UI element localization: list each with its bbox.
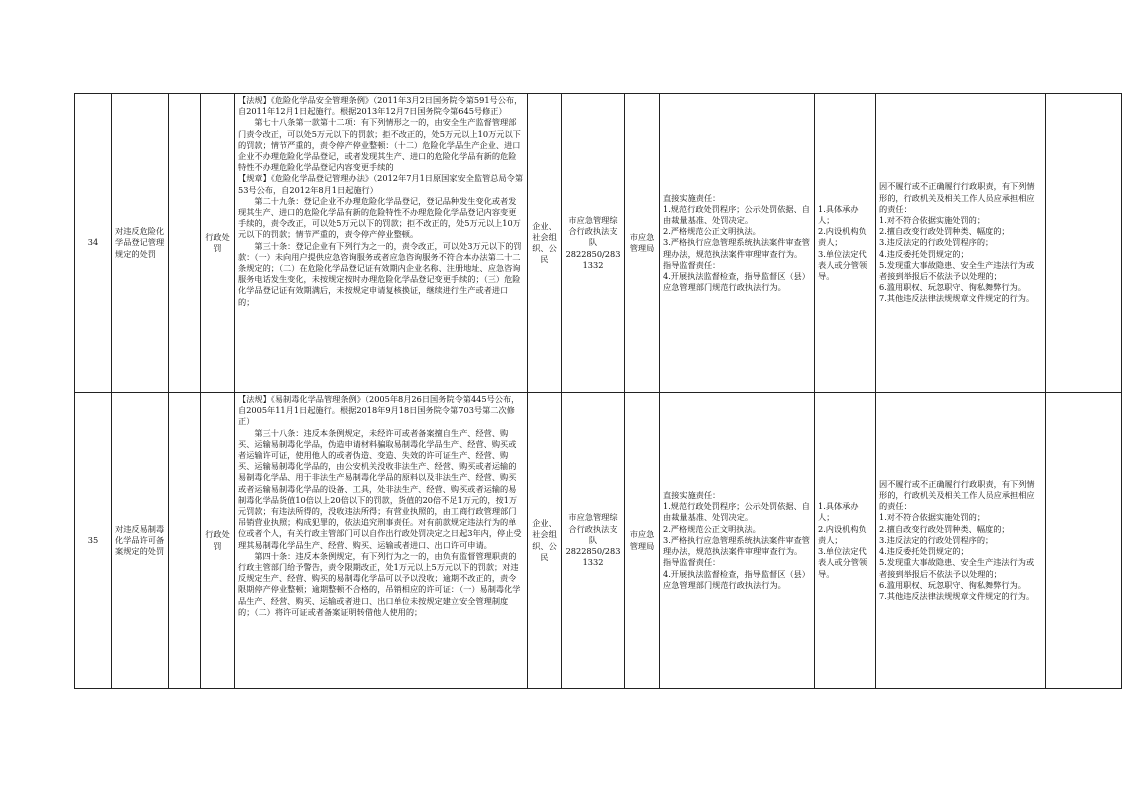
executing-unit: 市应急管理综合行政执法支队 2822850/2831332 (562, 94, 625, 393)
responsibility-table (74, 93, 1122, 689)
supervising-unit: 市应急管理局 (625, 94, 660, 393)
item-name: 对违反易制毒化学品许可备案规定的处罚 (112, 393, 169, 689)
basis-paragraph: 第二十九条：登记企业不办理危险化学品登记，登记品种发生变化或者发现其生产、进口的危险化学品有新的危险特性不办理危险化学品登记内容变更手续的，责令改正，可以处5万元以下的罚款；拒不改正的，处5万元以上10万元以下的罚款；情节严重的，责令停产停业整顿。 (238, 195, 521, 240)
basis-paragraph: 第七十八条第一款第十二项：有下列情形之一的，由安全生产监督管理部门责令改正，可以处5万元以下的罚款；拒不改正的，处5万元以上10万元以下的罚款；情节严重的，责令停产停业整顿：（十二）危险化学品生产企业、进口企业不办理危险化学品登记，或者发现其生产、进口的危险化学品有新的危险特性不办理危险化学品登记内容变更手续的 (238, 117, 521, 173)
accountability-situations: 因不履行或不正确履行行政职责，有下列情形的，行政机关及相关工作人员应承担相应的责任： 1.对不符合依据实施处罚的； 2.擅自改变行政处罚种类、幅度的； 3.违反法定的行政处罚程序的； 4.违反委托处罚规定的； 5.发现重大事故隐患、安全生产违法行为或者接到举报后不依法予以处理的； 6.滥用职权、玩忽职守、徇私舞弊行为。 7.其他违反法律法规规章文件规定的行为。 (876, 94, 1046, 393)
blank-cell (169, 393, 201, 689)
basis-paragraph: 第四十条：违反本条例规定，有下列行为之一的，由负有监督管理职责的行政主管部门给予警告，责令限期改正，处1万元以上5万元以下的罚款；对违反规定生产、经营、购买的易制毒化学品可以予以没收；逾期不改正的，责令限期停产停业整顿；逾期整顿不合格的，吊销相应的许可证：（一）易制毒化学品生产、经营、购买、运输或者进口、出口单位未按规定建立安全管理制度的；（二）将许可证或者备案证明转借他人使用的； (238, 550, 521, 617)
duty-items: 直接实施责任： 1.规范行政处罚程序；公示处罚依据、自由裁量基准、处罚决定。 2.严格规范公正文明执法。 3.严格执行应急管理系统执法案件审查管理办法，规范执法案件审理审查行为。 指导监督责任： 4.开展执法监督检查，指导监督区（县）应急管理部门规范行政执法行为。 (660, 94, 815, 393)
basis-paragraph: 【法规】《危险化学品安全管理条例》（2011年3月2日国务院令第591号公布，自2011年12月1日起施行。根据2013年12月7日国务院令第645号修正） (238, 95, 523, 117)
supervising-unit: 市应急管理局 (625, 393, 660, 689)
item-category: 行政处罚 (201, 393, 235, 689)
implementing-subject: 企业、社会组织、公民 (528, 393, 562, 689)
implementing-subject: 企业、社会组织、公民 (528, 94, 562, 393)
legal-basis (235, 94, 528, 393)
basis-paragraph: 【规章】《危险化学品登记管理办法》（2012年7月1日原国家安全监管总局令第53号公布，自2012年8月1日起施行） (238, 173, 524, 195)
table-row (75, 393, 1122, 689)
table-row (75, 94, 1122, 393)
basis-paragraph: 第三十条：登记企业有下列行为之一的，责令改正，可以处3万元以下的罚款：（一）未向用户提供应急咨询服务或者应急咨询服务不符合本办法第二十二条规定的；（二）在危险化学品登记证有效期内企业名称、注册地址、应急咨询服务电话发生变化，未按规定按时办理危险化学品登记变更手续的；（三）危险化学品登记证有效期满后，未按规定申请复核换证，继续进行生产或者进口的； (238, 240, 522, 307)
row-index: 34 (75, 94, 112, 393)
executing-unit: 市应急管理综合行政执法支队 2822850/2831332 (562, 393, 625, 689)
remarks-cell (1046, 393, 1122, 689)
accountability-situations: 因不履行或不正确履行行政职责，有下列情形的，行政机关及相关工作人员应承担相应的责任： 1.对不符合依据实施处罚的； 2.擅自改变行政处罚种类、幅度的； 3.违反法定的行政处罚程序的； 4.违反委托处罚规定的； 5.发现重大事故隐患、安全生产违法行为或者接到举报后不依法予以处理的； 6.滥用职权、玩忽职守、徇私舞弊行为。 7.其他违反法律法规规章文件规定的行为。 (876, 393, 1046, 689)
remarks-cell (1046, 94, 1122, 393)
row-index: 35 (75, 393, 112, 689)
duty-items: 直接实施责任： 1.规范行政处罚程序；公示处罚依据、自由裁量基准、处罚决定。 2.严格规范公正文明执法。 3.严格执行应急管理系统执法案件审查管理办法，规范执法案件审理审查行为。 指导监督责任： 4.开展执法监督检查，指导监督区（县）应急管理部门规范行政执法行为。 (660, 393, 815, 689)
blank-cell (169, 94, 201, 393)
item-name: 对违反危险化学品登记管理规定的处罚 (112, 94, 169, 393)
legal-basis (235, 393, 528, 689)
undertaking-persons: 1.具体承办人； 2.内设机构负责人； 3.单位法定代表人或分管领导。 (815, 393, 876, 689)
basis-paragraph: 【法规】《易制毒化学品管理条例》（2005年8月26日国务院令第445号公布，自2005年11月1日起施行。根据2018年9月18日国务院令第703号第二次修正） (238, 394, 520, 427)
basis-paragraph: 第三十八条：违反本条例规定，未经许可或者备案擅自生产、经营、购买、运输易制毒化学品，伪造申请材料骗取易制毒化学品生产、经营、购买或者运输许可证，使用他人的或者伪造、变造、失效的许可证生产、经营、购买、运输易制毒化学品的，由公安机关没收非法生产、经营、购买或者运输的易制毒化学品、用于非法生产易制毒化学品的原料以及非法生产、经营、购买或者运输易制毒化学品的设备、工具，处非法生产、经营、购买或者运输的易制毒化学品货值10倍以上20倍以下的罚款，货值的20倍不足1万元的，按1万元罚款；有违法所得的，没收违法所得；有营业执照的，由工商行政管理部门吊销营业执照；构成犯罪的，依法追究刑事责任。对有前款规定违法行为的单位或者个人，有关行政主管部门可以自作出行政处罚决定之日起3年内，停止受理其易制毒化学品生产、经营、购买、运输或者进口、出口许可申请。 (238, 427, 522, 550)
undertaking-persons: 1.具体承办人； 2.内设机构负责人； 3.单位法定代表人或分管领导。 (815, 94, 876, 393)
item-category: 行政处罚 (201, 94, 235, 393)
